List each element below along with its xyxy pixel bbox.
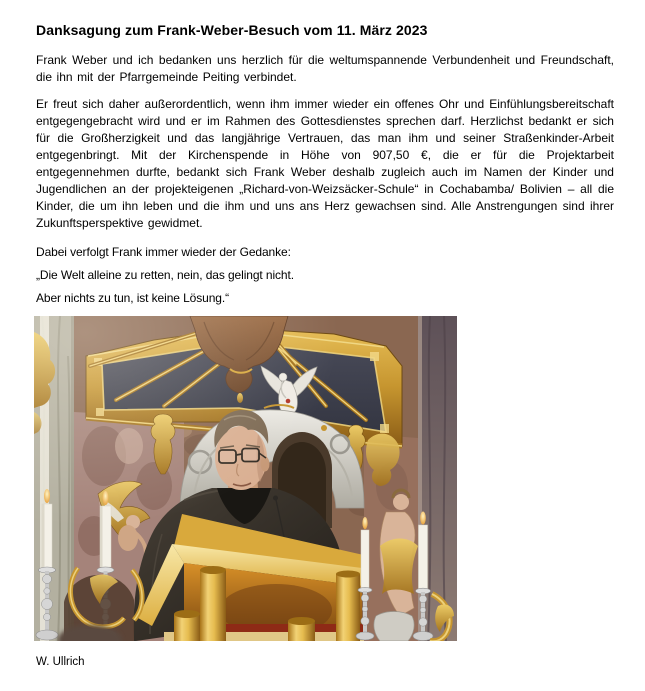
photo-credit: W. Ullrich <box>36 656 85 668</box>
altar-photo <box>34 316 457 641</box>
paragraph-thanks: Frank Weber und ich bedanken uns herzlich für die weltumspannende Verbundenheit und Freundschaft, die ihn mit der Pfarrgemeinde Peiting verbindet. <box>36 53 614 84</box>
photo-frank-weber-at-lectern <box>34 316 457 641</box>
paragraph-donation: Er freut sich daher außerordentlich, wenn ihm immer wieder ein offenes Ohr und Einfühlungsbereitschaft entgegengebracht wird und er im Rahmen des Gottesdienstes sprechen darf. Herzlichst bedankt er sich für die Großherzigkeit und das langjährige Vertrauen, das man ihm und seiner Straßenkinder-Arbeit entgegenbringt. Mit der Kirchenspende in Höhe von 907,50 €, die er für die Projektarbeit entgegennehmen durfte, bedankt sich Frank Weber deshalb zugleich auch im Namen der Kinder und Jugendlichen an der projekteigenen „Richard-von-Weizsäcker-Schule“ in Cochabamba/ Bolivien – all die Kinder, die um ihn leben und die ihm und uns ans Herz gewachsen sind. Alle Anstrengungen sind ihrer Zukunftsperspektive gewidmet. <box>36 97 614 230</box>
quote-intro: Dabei verfolgt Frank immer wieder der Gedanke: <box>36 245 291 259</box>
light-wash <box>34 316 457 641</box>
document-title: Danksagung zum Frank-Weber-Besuch vom 11. März 2023 <box>36 22 428 38</box>
quote-line-2: Aber nichts zu tun, ist keine Lösung.“ <box>36 291 229 305</box>
quote-line-1: „Die Welt alleine zu retten, nein, das gelingt nicht. <box>36 268 294 282</box>
